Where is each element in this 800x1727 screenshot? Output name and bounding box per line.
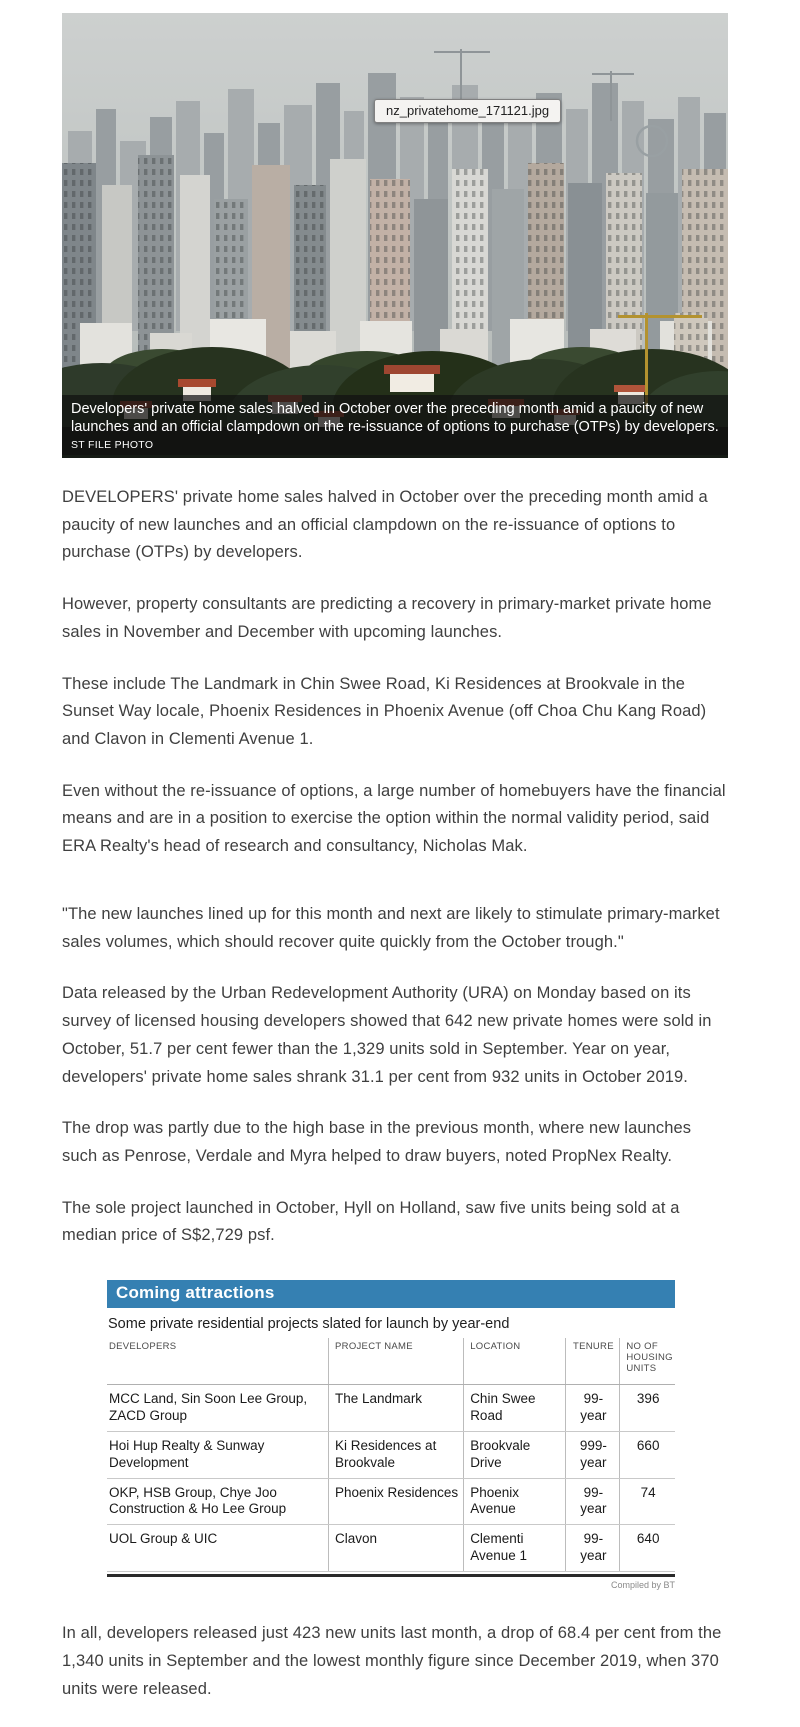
table-header-row [107, 1338, 675, 1385]
table-cell: OKP, HSB Group, Chye Joo Construction & Ho Lee Group [107, 1478, 329, 1525]
table-row [107, 1525, 675, 1572]
article-paragraph: The sole project launched in October, Hyll on Holland, saw five units being sold at a median price of S$2,729 psf. [62, 1198, 680, 1245]
table-cell: 99-year [566, 1478, 620, 1525]
table-cell: 74 [620, 1478, 675, 1525]
article-paragraph: However, property consultants are predicting a recovery in primary-market private home sales in November and December with upcoming launches. [62, 595, 712, 641]
table-cell: Phoenix Avenue [464, 1478, 566, 1525]
table-cell: 99-year [566, 1525, 620, 1572]
table-cell: Phoenix Residences [329, 1478, 464, 1525]
table-cell: 396 [620, 1385, 675, 1432]
city-skyline-illustration [62, 13, 728, 458]
article-hero-image [62, 13, 728, 458]
filename-tooltip: nz_privatehome_171121.jpg [374, 99, 561, 123]
table-cell: Hoi Hup Realty & Sunway Development [107, 1431, 329, 1478]
article-paragraph: In all, developers released just 423 new units last month, a drop of 68.4 per cent from the 1,340 units in September and the lowest monthly figure since December 2019, when 370 units were released. [62, 1624, 722, 1698]
projects-table [107, 1338, 675, 1572]
table-header-cell: DEVELOPERS [107, 1338, 329, 1385]
article-paragraph: "The new launches lined up for this month and next are likely to stimulate primary-market sales volumes, which should recover quite quickly from the October trough." [62, 904, 720, 951]
photo-caption-text: Developers' private home sales halved in October over the preceding month amid a paucity of new launches and an official clampdown on the re-issuance of options to purchase (OTPs) by developers. [71, 400, 719, 436]
article-body [62, 13, 728, 1703]
article-paragraph: Even without the re-issuance of options, a large number of homebuyers have the financial means and are in a position to exercise the option within the normal validity period, said ERA Realty's head of research and consultancy, Nicholas Mak. [62, 781, 726, 856]
photo-caption [62, 395, 728, 455]
article-paragraph: These include The Landmark in Chin Swee Road, Ki Residences at Brookvale in the Sunset Way locale, Phoenix Residences in Phoenix Avenue (off Choa Chu Kang Road) and Clavon in Clementi Avenue 1. [62, 674, 707, 749]
infographic-bottom-rule [107, 1574, 675, 1577]
table-cell: 660 [620, 1431, 675, 1478]
table-cell: Chin Swee Road [464, 1385, 566, 1432]
table-cell: 999-year [566, 1431, 620, 1478]
infographic-subtitle: Some private residential projects slated for launch by year-end [108, 1316, 510, 1333]
table-row [107, 1478, 675, 1525]
table-header-cell: LOCATION [464, 1338, 566, 1385]
table-header-cell: NO OF HOUSING UNITS [620, 1338, 675, 1385]
table-cell: Ki Residences at Brookvale [329, 1431, 464, 1478]
table-header-cell: PROJECT NAME [329, 1338, 464, 1385]
article-paragraph: DEVELOPERS' private home sales halved in October over the preceding month amid a paucity of new launches and an official clampdown on the re-issuance of options to purchase (OTPs) by developers. [62, 488, 708, 562]
infographic-title: Coming attractions [107, 1280, 675, 1308]
photo-credit: ST FILE PHOTO [71, 439, 154, 451]
table-cell: Clavon [329, 1525, 464, 1572]
table-cell: UOL Group & UIC [107, 1525, 329, 1572]
infographic-credit: Compiled by BT [610, 1580, 675, 1591]
table-cell: 640 [620, 1525, 675, 1572]
infographic-table [107, 1280, 675, 1590]
table-row [107, 1431, 675, 1478]
article-paragraph: Data released by the Urban Redevelopment Authority (URA) on Monday based on its survey of licensed housing developers showed that 642 new private homes were sold in October, 51.7 per cent fewer than the 1,329 units sold in September. Year on year, developers' private home sales shrank 31.1 per cent from 932 units in October 2019. [62, 984, 712, 1086]
table-cell: Clementi Avenue 1 [464, 1525, 566, 1572]
table-header-cell: TENURE [566, 1338, 620, 1385]
table-cell: 99-year [566, 1385, 620, 1432]
table-cell: MCC Land, Sin Soon Lee Group, ZACD Group [107, 1385, 329, 1432]
article-paragraph: The drop was partly due to the high base in the previous month, where new launches such as Penrose, Verdale and Myra helped to draw buyers, noted PropNex Realty. [62, 1119, 692, 1165]
table-cell: Brookvale Drive [464, 1431, 566, 1478]
table-cell: The Landmark [329, 1385, 464, 1432]
table-row [107, 1385, 675, 1432]
